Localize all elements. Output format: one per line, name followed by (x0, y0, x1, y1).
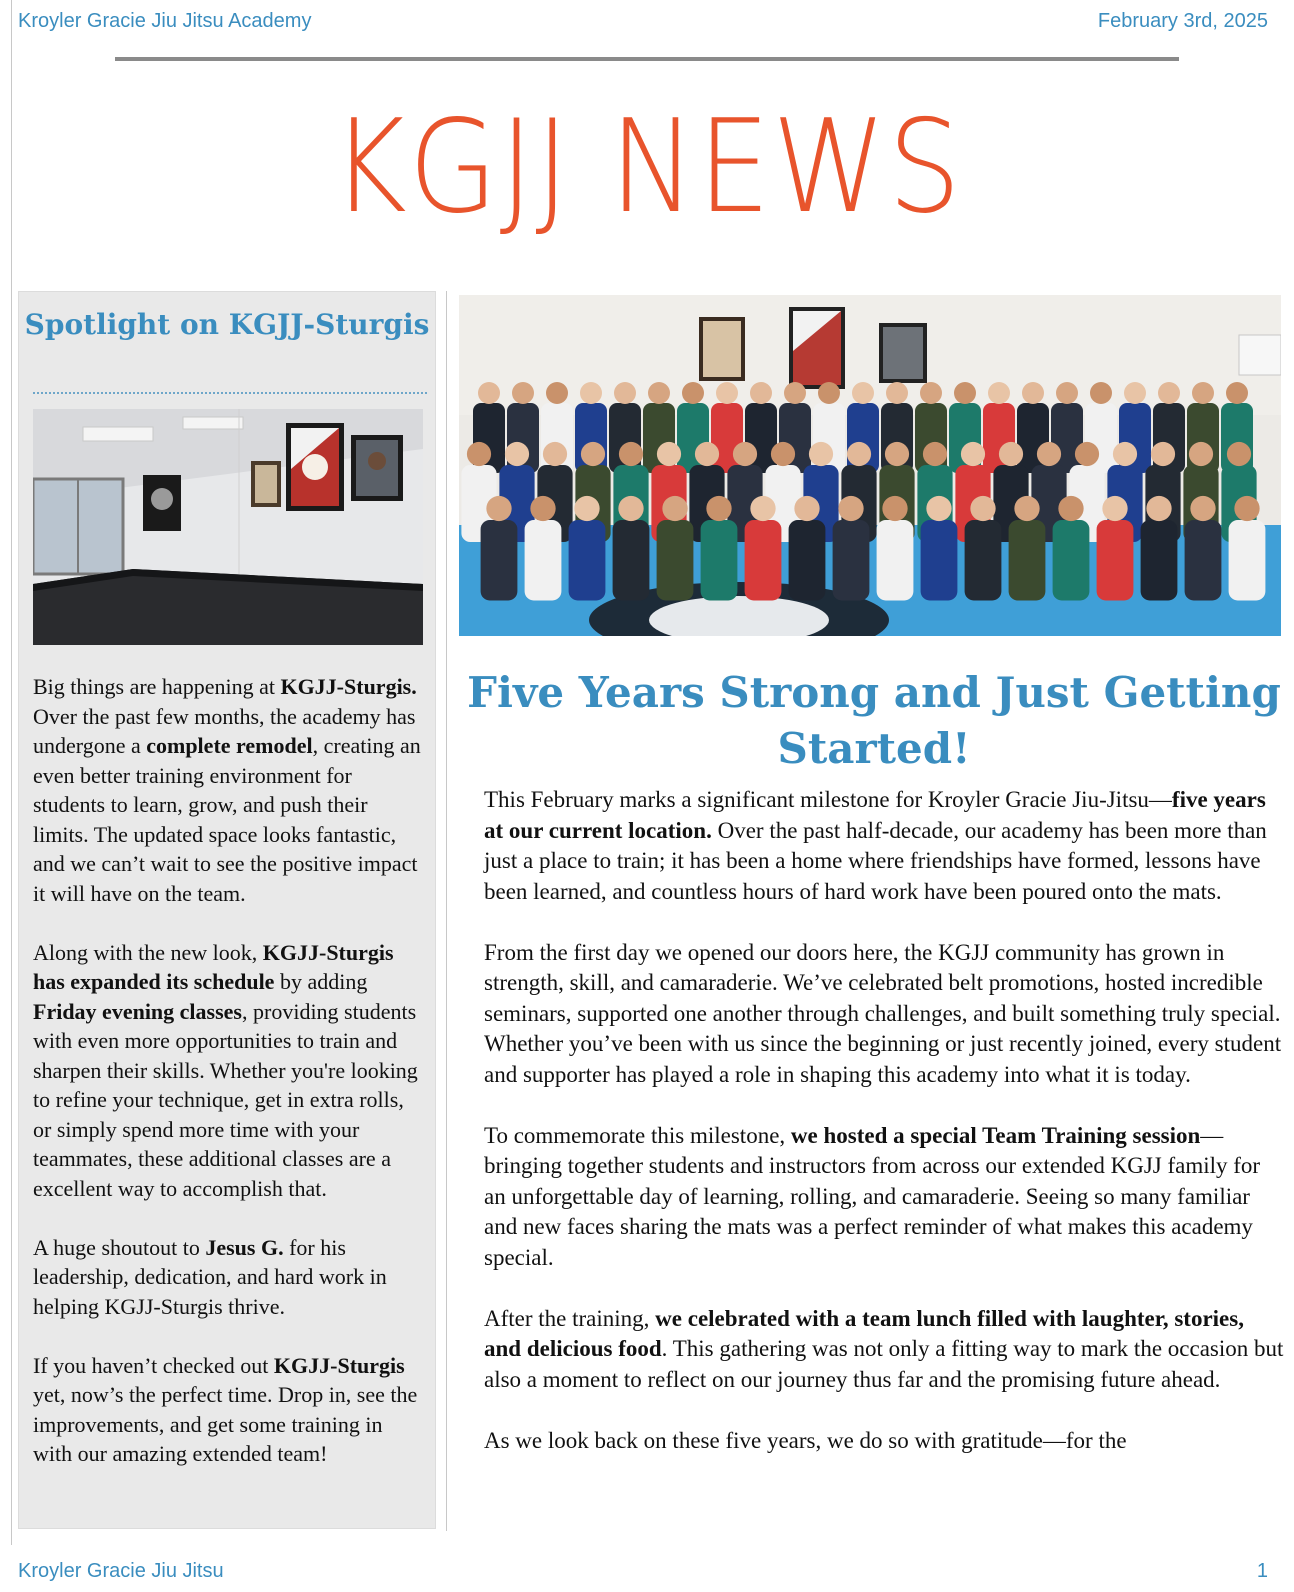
spotlight-sidebar (18, 291, 436, 1529)
page-border (11, 0, 12, 1545)
footer-organization: Kroyler Gracie Jiu Jitsu (18, 1560, 224, 1582)
spotlight-paragraph: Big things are happening at KGJJ-Sturgis. Over the past few months, the academy has undergone a complete remodel, creating an even better training environment for students to learn, grow, and push their limits. The updated space looks fantastic, and we can’t wait to see the positive impact it will have on the team. (33, 674, 421, 906)
article-paragraph: As we look back on these five years, we do so with gratitude—for the (484, 1427, 1127, 1453)
header-divider (115, 57, 1179, 61)
team-group-photo (459, 295, 1281, 636)
article-body (484, 785, 1284, 1487)
article-paragraph: To commemorate this milestone, we hosted a special Team Training session—bringing together students and instructors from across our extended KGJJ family for an unforgettable day of learning, rolling, and camaraderie. Seeing so many familiar and new faces sharing the mats was a perfect reminder of what makes this academy special. (484, 1122, 1261, 1270)
spotlight-paragraph: Along with the new look, KGJJ-Sturgis has expanded its schedule by adding Friday evening classes, providing students with even more opportunities to train and sharpen their skills. Whether you're looking to refine your technique, get in extra rolls, or simply spend more time with your teammates, these additional classes are a excellent way to accomplish that. (33, 939, 418, 1201)
column-divider (446, 291, 447, 1531)
header-date: February 3rd, 2025 (1097, 10, 1268, 32)
spotlight-title: Spotlight on KGJJ-Sturgis (24, 308, 430, 341)
spotlight-paragraph: If you haven’t checked out KGJJ-Sturgis yet, now’s the perfect time. Drop in, see the improvements, and get some training in with our amazing extended team! (33, 1352, 418, 1466)
spotlight-divider (33, 392, 427, 394)
sturgis-academy-photo (33, 409, 423, 645)
spotlight-paragraph: A huge shoutout to Jesus G. for his leadership, dedication, and hard work in helping KGJJ-Sturgis thrive. (33, 1234, 387, 1319)
newsletter-masthead: KGJJ NEWS (331, 93, 963, 242)
header-organization: Kroyler Gracie Jiu Jitsu Academy (18, 10, 312, 32)
article-paragraph: This February marks a significant milestone for Kroyler Gracie Jiu-Jitsu—five years at our current location. Over the past half-decade, our academy has been more than just a place to train; it has been a home where friendships have formed, lessons have been learned, and countless hours of hard work have been poured onto the mats. (484, 787, 1267, 904)
page-number: 1 (1256, 1560, 1268, 1582)
article-paragraph: From the first day we opened our doors here, the KGJJ community has grown in strength, skill, and camaraderie. We’ve celebrated belt promotions, hosted incredible seminars, supported one another through challenges, and built something truly special. Whether you’ve been with us since the beginning or just recently joined, every student and supporter has played a role in shaping this academy into what it is today. (484, 939, 1282, 1087)
article-paragraph: After the training, we celebrated with a team lunch filled with laughter, stories, and delicious food. This gathering was not only a fitting way to mark the occasion but also a moment to reflect on our journey thus far and the promising future ahead. (484, 1305, 1284, 1392)
spotlight-body (33, 672, 425, 1498)
article-title: Five Years Strong and Just Getting Started! (467, 668, 1281, 773)
